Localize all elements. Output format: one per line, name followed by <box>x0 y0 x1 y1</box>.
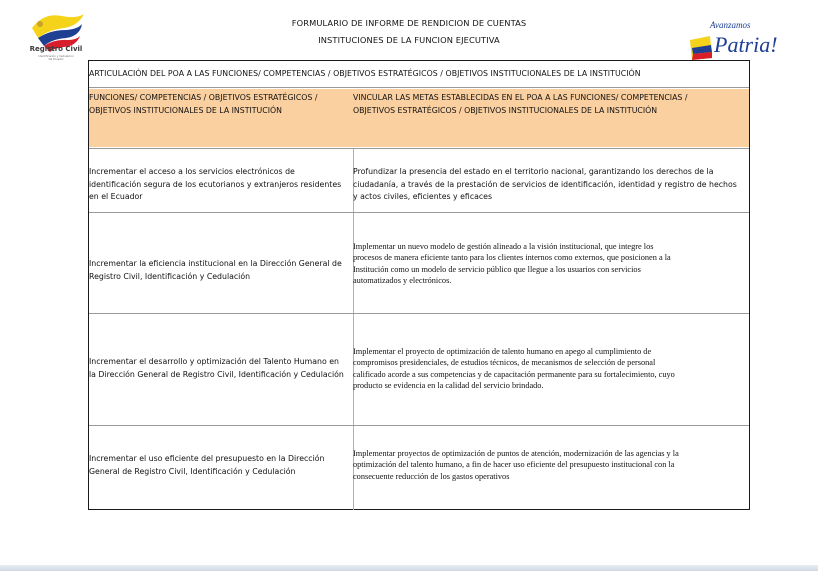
row-1-objective <box>89 166 341 204</box>
row-3-poa-link <box>353 346 675 392</box>
cell-line: Incrementar el uso eficiente del presupuesto en la Dirección <box>89 454 325 463</box>
cell-line: Implementar el proyecto de optimización de talento humano en apego al cumplimiento de <box>353 347 652 356</box>
row-2-poa-link <box>353 241 671 287</box>
cell-line: automatizados y electrónicos. <box>353 276 452 286</box>
header-divider <box>89 148 749 149</box>
cell-line: compromisos presidenciales, de estudios técnicos, de mecanismos de selección de personal <box>353 358 656 368</box>
cell-line: Institución como un modelo de servicio público que llegue a los usuarios con servicios <box>353 264 641 274</box>
cell-line: Profundizar la presencia del estado en el territorio nacional, garantizando los derechos de la <box>353 167 714 176</box>
header-right-line: OBJETIVOS ESTRATÉGICOS / OBJETIVOS INSTITUCIONALES DE LA INSTITUCIÓN <box>353 105 658 115</box>
title-divider <box>89 87 749 88</box>
header-left-line: OBJETIVOS INSTITUCIONALES DE LA INSTITUCIÓN <box>89 105 282 115</box>
header-right-line: VINCULAR LAS METAS ESTABLECIDAS EN EL POA A LAS FUNCIONES/ COMPETENCIAS / <box>353 93 688 102</box>
cell-line: Implementar proyectos de optimización de puntos de atención, modernización de las agencias y la <box>353 449 679 458</box>
cell-line: Incrementar el desarrollo y optimización del Talento Humano en <box>89 357 339 366</box>
page-bottom-bar <box>0 565 818 571</box>
registro-civil-wordmark: Registro Civil <box>29 45 83 53</box>
row-4-objective <box>89 453 324 478</box>
row-divider-2 <box>89 313 749 314</box>
patria-logo-icon <box>688 14 778 64</box>
cell-line: la Dirección General de Registro Civil, Identificación y Cedulación <box>89 369 344 379</box>
cell-line: Registro Civil, Identificación y Cedulación <box>89 271 251 281</box>
cell-line: General de Registro Civil, Identificación y Cedulación <box>89 466 296 476</box>
logo-sub-line1: Identificación y Cedulación <box>38 55 74 58</box>
patria-script-small: Avanzamos <box>710 20 751 30</box>
cell-line: consecuente reducción de los gastos operativos <box>353 471 510 481</box>
patria-script-large: Patria! <box>714 32 778 57</box>
cell-line: Incrementar el acceso a los servicios electrónicos de <box>89 167 295 176</box>
header-left-line: FUNCIONES/ COMPETENCIAS / OBJETIVOS ESTRATÉGICOS / <box>89 93 318 102</box>
row-1-poa-link <box>353 166 737 204</box>
registro-civil-subtitle <box>24 55 88 61</box>
column-header-right <box>353 92 688 117</box>
form-subtitle: INSTITUCIONES DE LA FUNCION EJECUTIVA <box>318 35 500 45</box>
cell-line: optimización del talento humano, a fin de hacer uso eficiente del presupuesto institucional con la <box>353 460 675 470</box>
row-3-objective <box>89 356 344 381</box>
cell-line: en el Ecuador <box>89 192 143 201</box>
poa-articulation-table <box>88 60 750 510</box>
cell-line: Implementar un nuevo modelo de gestión alineado a la visión institucional, que integre los <box>353 242 654 251</box>
cell-line: identificación segura de los ecutorianos y extranjeros residentes <box>89 179 342 189</box>
column-header-left <box>89 92 317 117</box>
row-divider-3 <box>89 425 749 426</box>
form-title: FORMULARIO DE INFORME DE RENDICION DE CUENTAS <box>291 18 527 28</box>
cell-line: producto se evidencia en la calidad del servicio brindado. <box>353 381 544 391</box>
cell-line: ciudadanía, a través de la prestación de servicios de identificación, identidad y registro de hechos <box>353 179 737 189</box>
table-title: ARTICULACIÓN DEL POA A LAS FUNCIONES/ COMPETENCIAS / OBJETIVOS ESTRATÉGICOS / OBJETIVOS INSTITUCIONALES DE LA INSTITUCIÓN <box>89 69 641 78</box>
logo-sub-line2: del Ecuador <box>48 58 64 61</box>
cell-line: y actos civiles, eficientes y eficaces <box>353 192 493 201</box>
row-4-poa-link <box>353 448 679 482</box>
cell-line: calificado acorde a sus competencias y de capacitación permanente para su fortalecimiento, cuyo <box>353 369 675 379</box>
cell-line: Incrementar la eficiencia institucional en la Dirección General de <box>89 259 342 268</box>
row-divider-1 <box>89 212 749 213</box>
row-2-objective <box>89 258 342 283</box>
cell-line: procesos de manera eficiente tanto para los clientes internos como externos, que posicionen a la <box>353 253 671 263</box>
